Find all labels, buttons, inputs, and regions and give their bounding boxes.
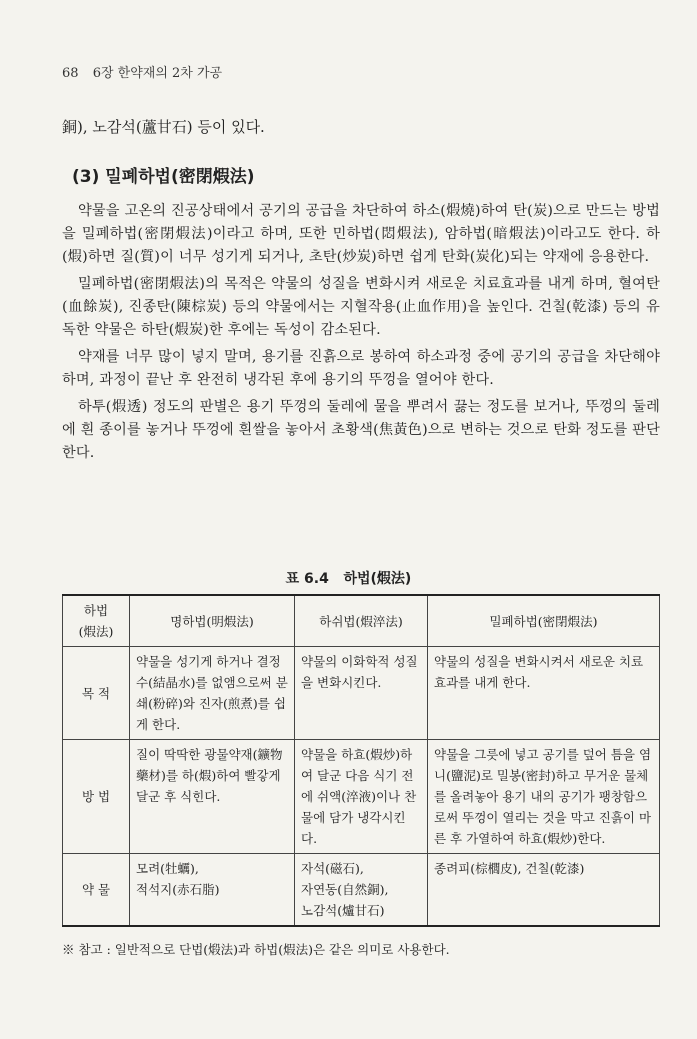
row-header: 방 법 <box>63 740 130 854</box>
paragraph: 약물을 고온의 진공상태에서 공기의 공급을 차단하여 하소(煆燒)하여 탄(炭)으로 만드는 방법을 밀폐하법(密閉煆法)이라고 하며, 또한 민하법(悶煆法), 암하법(暗煆法)이라고도 한다. 하(煆)하면 질(質)이 너무 성기게 되거나, 초탄(炒炭)하면 쉽게 탄화(炭化)되는 약재에 응용한다. <box>62 203 660 265</box>
continuation-text: 銅), 노감석(蘆甘石) 등이 있다. <box>62 118 265 136</box>
paragraph: 약재를 너무 많이 넣지 말며, 용기를 진흙으로 봉하여 하소과정 중에 공기의 공급을 차단해야 하며, 과정이 끝난 후 완전히 냉각된 후에 용기의 뚜껑을 열어야 한다. <box>62 349 660 388</box>
table-title: 표 6.4 하법(煆法) <box>285 571 412 587</box>
page-number: 68 <box>62 66 79 81</box>
table-cell: 종려피(棕櫚皮), 건칠(乾漆) <box>428 854 660 927</box>
table-cell: 약물을 성기게 하거나 결정수(結晶水)를 없앰으로써 분쇄(粉碎)와 진자(煎煮)를 쉽게 한다. <box>130 647 295 740</box>
table-cell: 모려(牡蠣), 적석지(赤石脂) <box>130 854 295 927</box>
footnote: ※ 참고 : 일반적으로 단법(煅法)과 하법(煆法)은 같은 의미로 사용한다. <box>62 942 450 957</box>
column-header: 하쉬법(煆淬法) <box>295 595 428 647</box>
row-header: 목 적 <box>63 647 130 740</box>
table-cell: 자석(磁石), 자연동(自然銅), 노감석(爐甘石) <box>295 854 428 927</box>
row-header: 약 물 <box>63 854 130 927</box>
table-cell: 약물을 하효(煆炒)하여 달군 다음 식기 전에 쉬액(淬液)이나 찬물에 담가 냉각시킨다. <box>295 740 428 854</box>
column-header: 밀폐하법(密閉煆法) <box>428 595 660 647</box>
table-cell: 약물을 그릇에 넣고 공기를 덮어 틈을 염니(鹽泥)로 밀봉(密封)하고 무거운 물체를 올려놓아 용기 내의 공기가 팽창함으로써 뚜껑이 열리는 것을 막고 진흙이 마른 후 가열하여 하효(煆炒)한다. <box>428 740 660 854</box>
column-header: 명하법(明煆法) <box>130 595 295 647</box>
table-row <box>63 854 660 927</box>
paragraph: 하투(煆透) 정도의 판별은 용기 뚜껑의 둘레에 물을 뿌려서 끓는 정도를 보거나, 뚜껑의 둘레에 흰 종이를 놓거나 뚜껑에 흰쌀을 놓아서 초황색(焦黃色)으로 변하는 것으로 탄화 정도를 판단한다. <box>62 399 660 461</box>
table-cell: 약물의 성질을 변화시켜서 새로운 치료효과를 내게 한다. <box>428 647 660 740</box>
methods-table <box>62 594 660 927</box>
table-header-row <box>63 595 660 647</box>
table-cell: 약물의 이화학적 성질을 변화시킨다. <box>295 647 428 740</box>
chapter-title: 6장 한약재의 2차 가공 <box>92 66 223 81</box>
body-text <box>62 200 660 469</box>
paragraph: 밀폐하법(密閉煆法)의 목적은 약물의 성질을 변화시켜 새로운 치료효과를 내게 하며, 혈여탄(血餘炭), 진종탄(陳棕炭) 등의 약물에서는 지혈작용(止血作用)을 높인다. 건칠(乾漆) 등의 유독한 약물은 하탄(煆炭)한 후에는 독성이 감소된다. <box>62 276 660 338</box>
corner-header: 하법 (煆法) <box>63 595 130 647</box>
table-row <box>63 740 660 854</box>
section-title: (3) 밀폐하법(密閉煆法) <box>72 167 255 187</box>
table-row <box>63 647 660 740</box>
table-cell: 질이 딱딱한 광물약재(鑛物藥材)를 하(煆)하여 빨갛게 달군 후 식힌다. <box>130 740 295 854</box>
page-header <box>62 62 222 81</box>
